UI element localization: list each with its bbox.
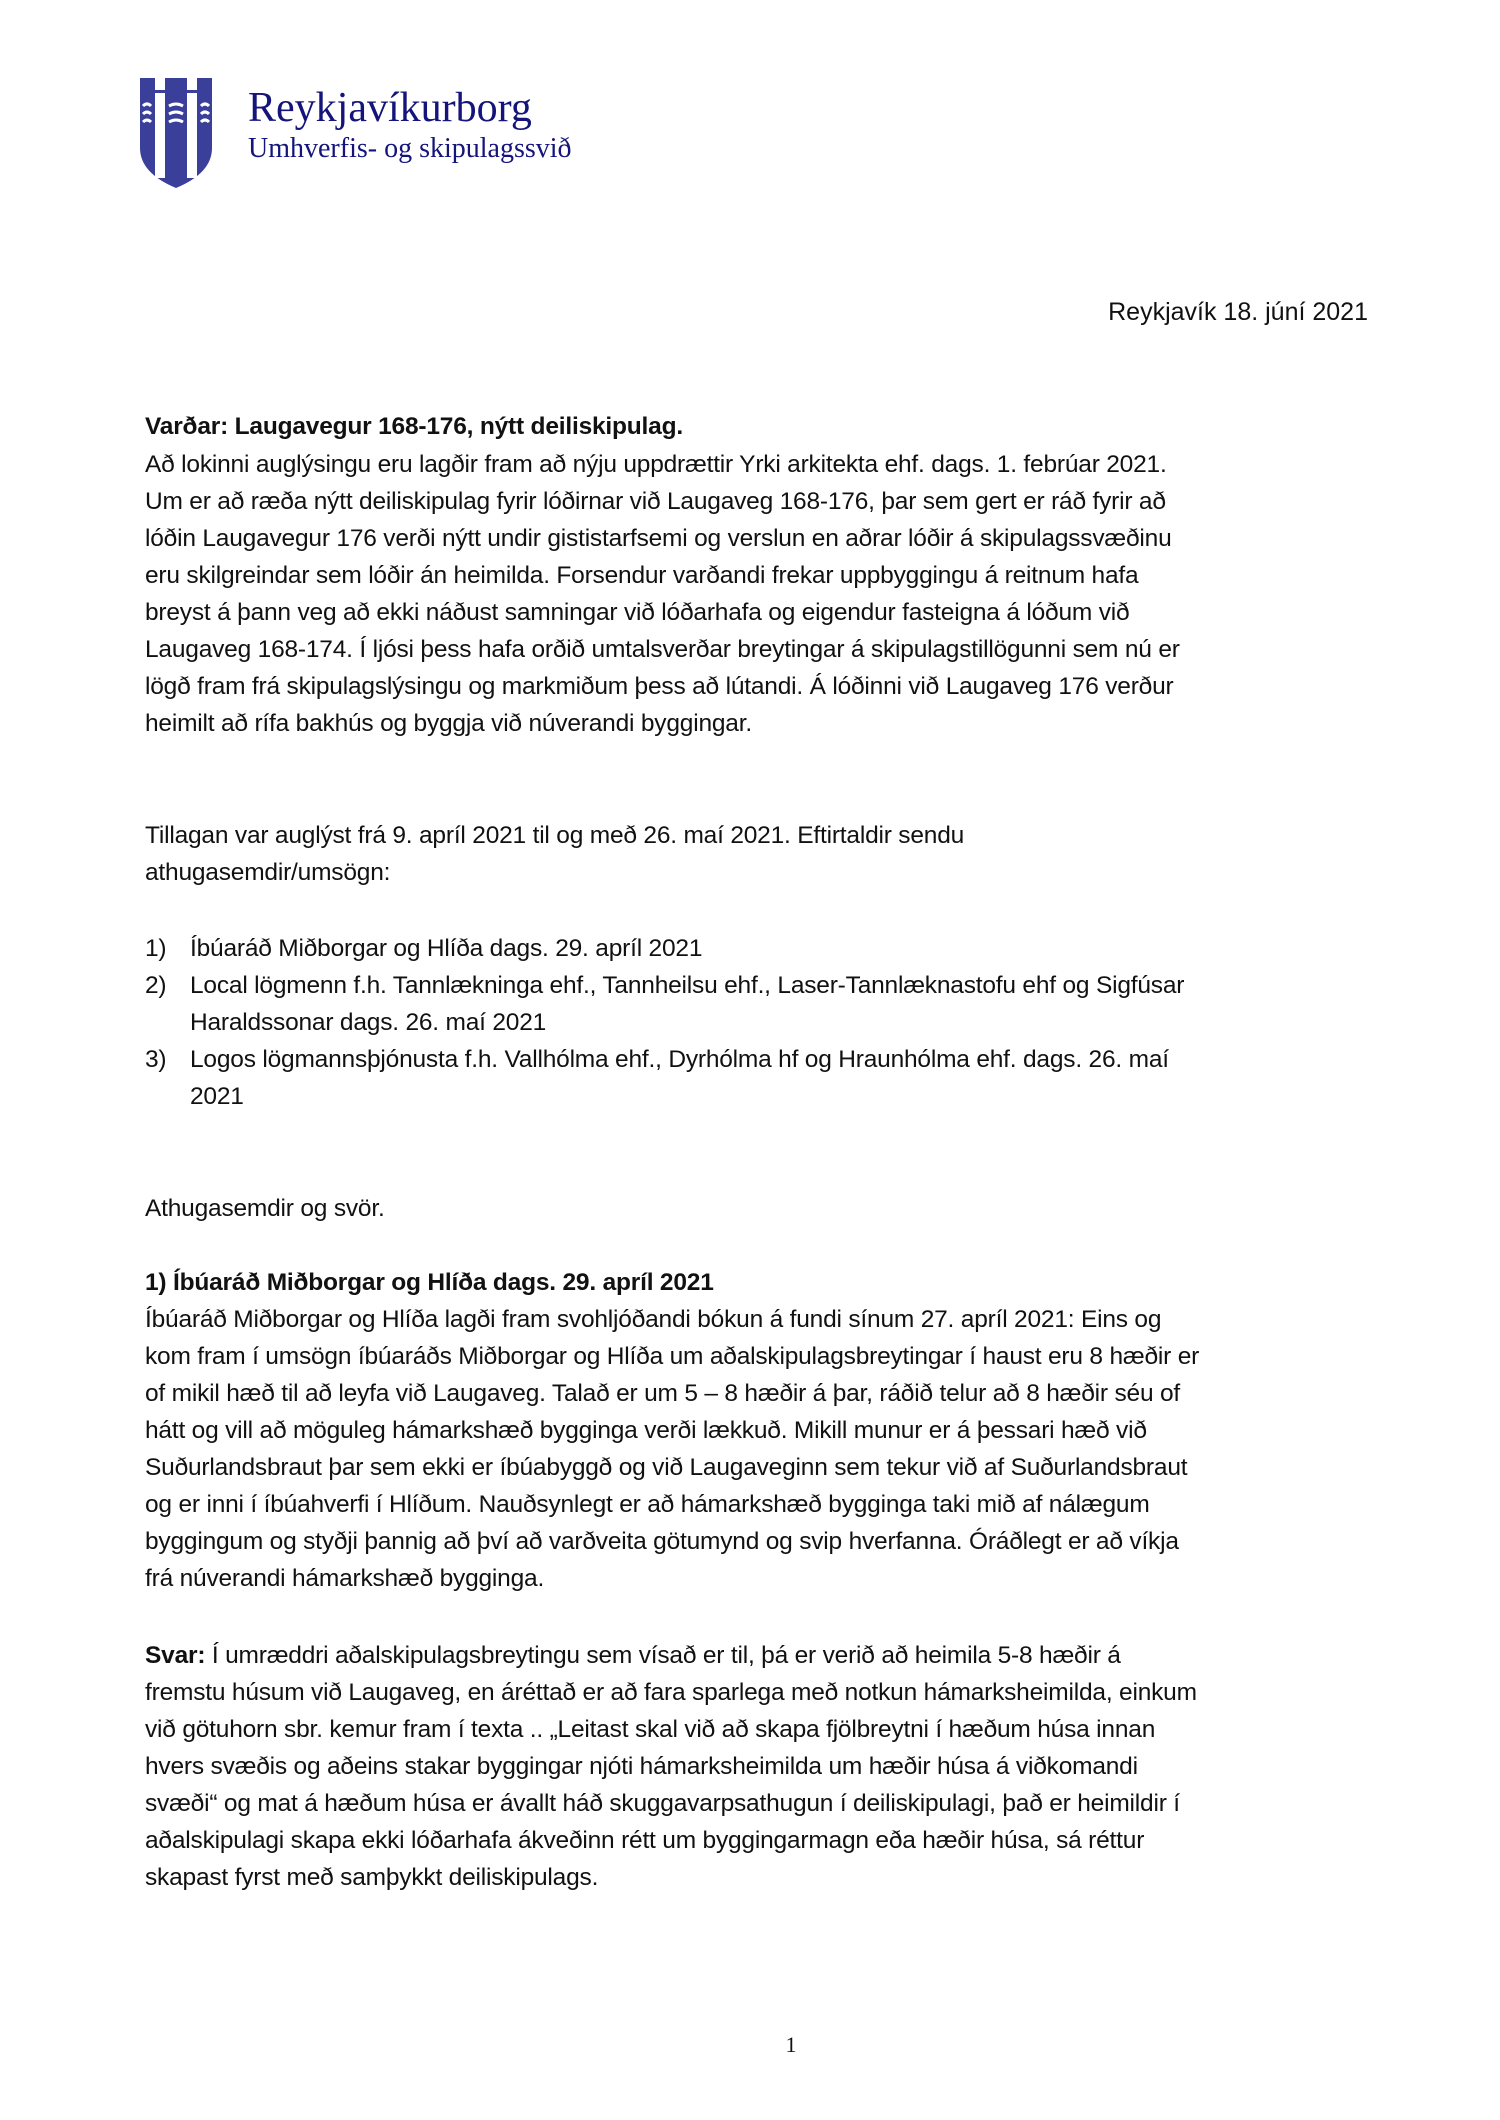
text-line: Í umræddri aðalskipulagsbreytingu sem vísað er til, þá er verið að heimila 5-8 hæðir á <box>205 1642 1121 1669</box>
text-line: hvers svæðis og aðeins stakar byggingar njóti hámarksheimilda um hæðir húsa á viðkomandi <box>145 1753 1138 1780</box>
text-line: Laugaveg 168-174. Í ljósi þess hafa orðið umtalsverðar breytingar á skipulagstillögunni sem nú er <box>145 636 1180 663</box>
comment-heading: 1) Íbúaráð Miðborgar og Hlíða dags. 29. apríl 2021 <box>145 1269 714 1296</box>
list-item <box>145 930 1184 967</box>
text-line: Logos lögmannsþjónusta f.h. Vallhólma ehf., Dyrhólma hf og Hraunhólma ehf. dags. 26. maí <box>190 1046 1169 1073</box>
subject-line <box>145 408 683 445</box>
list-number: 1) <box>145 935 167 962</box>
text-line: Local lögmenn f.h. Tannlækninga ehf., Tannheilsu ehf., Laser-Tannlæknastofu ehf og Sigfúsar <box>190 972 1185 999</box>
text-line: Haraldssonar dags. 26. maí 2021 <box>190 1009 547 1036</box>
intro-paragraph <box>145 446 1180 742</box>
text-line: heimilt að rífa bakhús og byggja við núverandi byggingar. <box>145 710 752 737</box>
text-line: byggingum og styðji þannig að því að varðveita götumynd og svip hverfanna. Óráðlegt er að víkja <box>145 1528 1179 1555</box>
text-line: kom fram í umsögn íbúaráðs Miðborgar og Hlíða um aðalskipulagsbreytingar í haust eru 8 hæðir er <box>145 1343 1200 1370</box>
text-line: skapast fyrst með samþykkt deiliskipulags. <box>145 1864 599 1891</box>
text-line: fremstu húsum við Laugaveg, en áréttað er að fara sparlega með notkun hámarksheimilda, einkum <box>145 1679 1197 1706</box>
text-line: breyst á þann veg að ekki náðust samningar við lóðarhafa og eigendur fasteigna á lóðum við <box>145 599 1130 626</box>
text-line: 2021 <box>190 1083 244 1110</box>
text-line: of mikil hæð til að leyfa við Laugaveg. Talað er um 5 – 8 hæðir á þar, ráðið telur að 8 hæðir séu of <box>145 1380 1181 1407</box>
org-header <box>248 84 572 166</box>
list-number: 3) <box>145 1046 167 1073</box>
text-line: hátt og vill að möguleg hámarkshæð bygginga verði lækkuð. Mikill munur er á þessari hæð við <box>145 1417 1147 1444</box>
advert-paragraph <box>145 817 964 891</box>
list-number: 2) <box>145 972 167 999</box>
org-name: Reykjavíkurborg <box>248 85 532 131</box>
text-line: Íbúaráð Miðborgar og Hlíða dags. 29. apríl 2021 <box>190 935 703 962</box>
comment-1 <box>145 1264 1199 1597</box>
list-item <box>145 967 1184 1041</box>
department-name: Umhverfis- og skipulagssvið <box>248 133 572 164</box>
list-item <box>145 1041 1184 1115</box>
text-line: Tillagan var auglýst frá 9. apríl 2021 til og með 26. maí 2021. Eftirtaldir sendu <box>145 822 965 849</box>
answer-1 <box>145 1637 1197 1896</box>
text-line: Íbúaráð Miðborgar og Hlíða lagði fram svohljóðandi bókun á fundi sínum 27. apríl 2021: Eins og <box>145 1306 1162 1333</box>
text-line: við götuhorn sbr. kemur fram í texta .. „Leitast skal við að skapa fjölbreytni í hæðum húsa innan <box>145 1716 1156 1743</box>
text-line: svæði“ og mat á hæðum húsa er ávallt háð skuggavarpsathugun í deiliskipulagi, það er heimildir í <box>145 1790 1180 1817</box>
commenters-list <box>145 930 1184 1115</box>
answer-label: Svar: <box>145 1642 206 1669</box>
subject-text: Varðar: Laugavegur 168-176, nýtt deiliskipulag. <box>145 413 683 440</box>
text-line: aðalskipulagi skapa ekki lóðarhafa ákveðinn rétt um byggingarmagn eða hæðir húsa, sá réttur <box>145 1827 1145 1854</box>
text-line: Að lokinni auglýsingu eru lagðir fram að nýju uppdrættir Yrki arkitekta ehf. dags. 1. febrúar 2021. <box>145 451 1167 478</box>
text-line: Suðurlandsbraut þar sem ekki er íbúabyggð og við Laugaveginn sem tekur við af Suðurlandsbraut <box>145 1454 1188 1481</box>
text-line: lóðin Laugavegur 176 verði nýtt undir gististarfsemi og verslun en aðrar lóðir á skipulagssvæðinu <box>145 525 1172 552</box>
coat-of-arms-logo <box>140 78 212 188</box>
page-number: 1 <box>785 2032 797 2057</box>
text-line: Um er að ræða nýtt deiliskipulag fyrir lóðirnar við Laugaveg 168-176, þar sem gert er ráð fyrir að <box>145 488 1166 515</box>
text-line: lögð fram frá skipulagslýsingu og markmiðum þess að lútandi. Á lóðinni við Laugaveg 176 verður <box>145 673 1174 700</box>
section-heading: Athugasemdir og svör. <box>145 1195 385 1222</box>
text-line: eru skilgreindar sem lóðir án heimilda. Forsendur varðandi frekar uppbyggingu á reitnum hafa <box>145 562 1139 589</box>
letter-date: Reykjavík 18. júní 2021 <box>1108 298 1368 326</box>
text-line: og er inni í íbúahverfi í Hlíðum. Nauðsynlegt er að hámarkshæð bygginga taki mið af nálægum <box>145 1491 1150 1518</box>
text-line: athugasemdir/umsögn: <box>145 859 391 886</box>
text-line: frá núverandi hámarkshæð bygginga. <box>145 1565 545 1592</box>
